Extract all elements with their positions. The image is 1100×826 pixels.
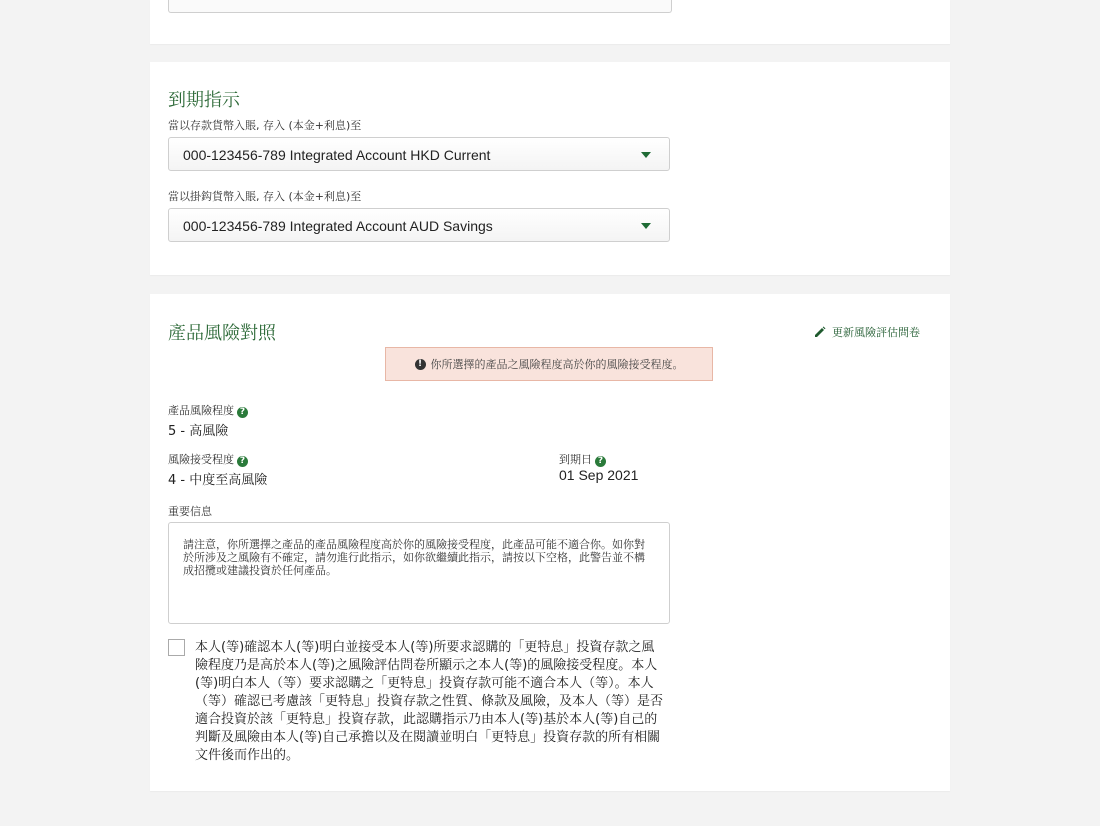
- product-risk-value: 5 - 高風險: [168, 424, 229, 439]
- help-icon[interactable]: ?: [595, 456, 606, 467]
- important-info-label: 重要信息: [168, 505, 212, 518]
- risk-tolerance-label: 風險接受程度: [168, 453, 234, 466]
- expiry-label-row: [559, 451, 606, 467]
- product-risk-card: [150, 294, 950, 791]
- product-risk-label: 產品風險程度: [168, 404, 234, 417]
- previous-select-stub[interactable]: [168, 0, 672, 13]
- deposit-currency-label: 當以存款貨幣入賬, 存入 (本金+利息)至: [168, 119, 362, 132]
- linked-currency-label: 當以掛鈎貨幣入賬, 存入 (本金+利息)至: [168, 190, 362, 203]
- chevron-down-icon: [641, 223, 651, 229]
- important-info-box: 請注意，你所選擇之產品的產品風險程度高於你的風險接受程度，此產品可能不適合你。如你對於所涉及之風險有不確定，請勿進行此指示，如你欲繼續此指示，請按以下空格，此警告並不構成招攬或建議投資於任何產品。: [168, 522, 670, 624]
- previous-section-card: [150, 0, 950, 44]
- risk-tolerance-label-row: [168, 451, 248, 467]
- risk-title: 產品風險對照: [168, 323, 276, 344]
- update-risk-questionnaire-link[interactable]: [814, 324, 920, 340]
- linked-account-select[interactable]: [168, 208, 670, 242]
- pencil-icon: [814, 326, 826, 338]
- deposit-account-select[interactable]: [168, 137, 670, 171]
- risk-warning-text: 你所選擇的產品之風險程度高於你的風險接受程度。: [430, 358, 684, 371]
- maturity-instruction-card: [150, 62, 950, 275]
- deposit-account-value: 000-123456-789 Integrated Account HKD Current: [183, 147, 491, 163]
- product-risk-label-row: [168, 402, 248, 418]
- risk-tolerance-value: 4 - 中度至高風險: [168, 473, 268, 488]
- expiry-value: 01 Sep 2021: [559, 467, 639, 483]
- risk-warning-banner: [385, 347, 713, 381]
- maturity-title: 到期指示: [168, 90, 240, 111]
- consent-text: 本人(等)確認本人(等)明白並接受本人(等)所要求認購的「更特息」投資存款之風險程度乃是高於本人(等)之風險評估問卷所顯示之本人(等)的風險接受程度。本人(等)明白本人（等）要求認購之「更特息」投資存款可能不適合本人（等）。本人（等）確認已考慮該「更特息」投資存款之性質、條款及風險，及本人（等）是否適合投資於該「更特息」投資存款，此認購指示乃由本人(等)基於本人(等)自己的判斷及風險由本人(等)自己承擔以及在閱讀並明白「更特息」投資存款的所有相關文件後而作出的。: [195, 640, 664, 763]
- help-icon[interactable]: ?: [237, 407, 248, 418]
- linked-account-value: 000-123456-789 Integrated Account AUD Savings: [183, 218, 493, 234]
- update-risk-questionnaire-label: 更新風險評估問卷: [832, 326, 920, 339]
- consent-checkbox[interactable]: [168, 639, 185, 656]
- expiry-label: 到期日: [559, 453, 592, 466]
- exclamation-icon: !: [415, 359, 426, 370]
- chevron-down-icon: [641, 152, 651, 158]
- help-icon[interactable]: ?: [237, 456, 248, 467]
